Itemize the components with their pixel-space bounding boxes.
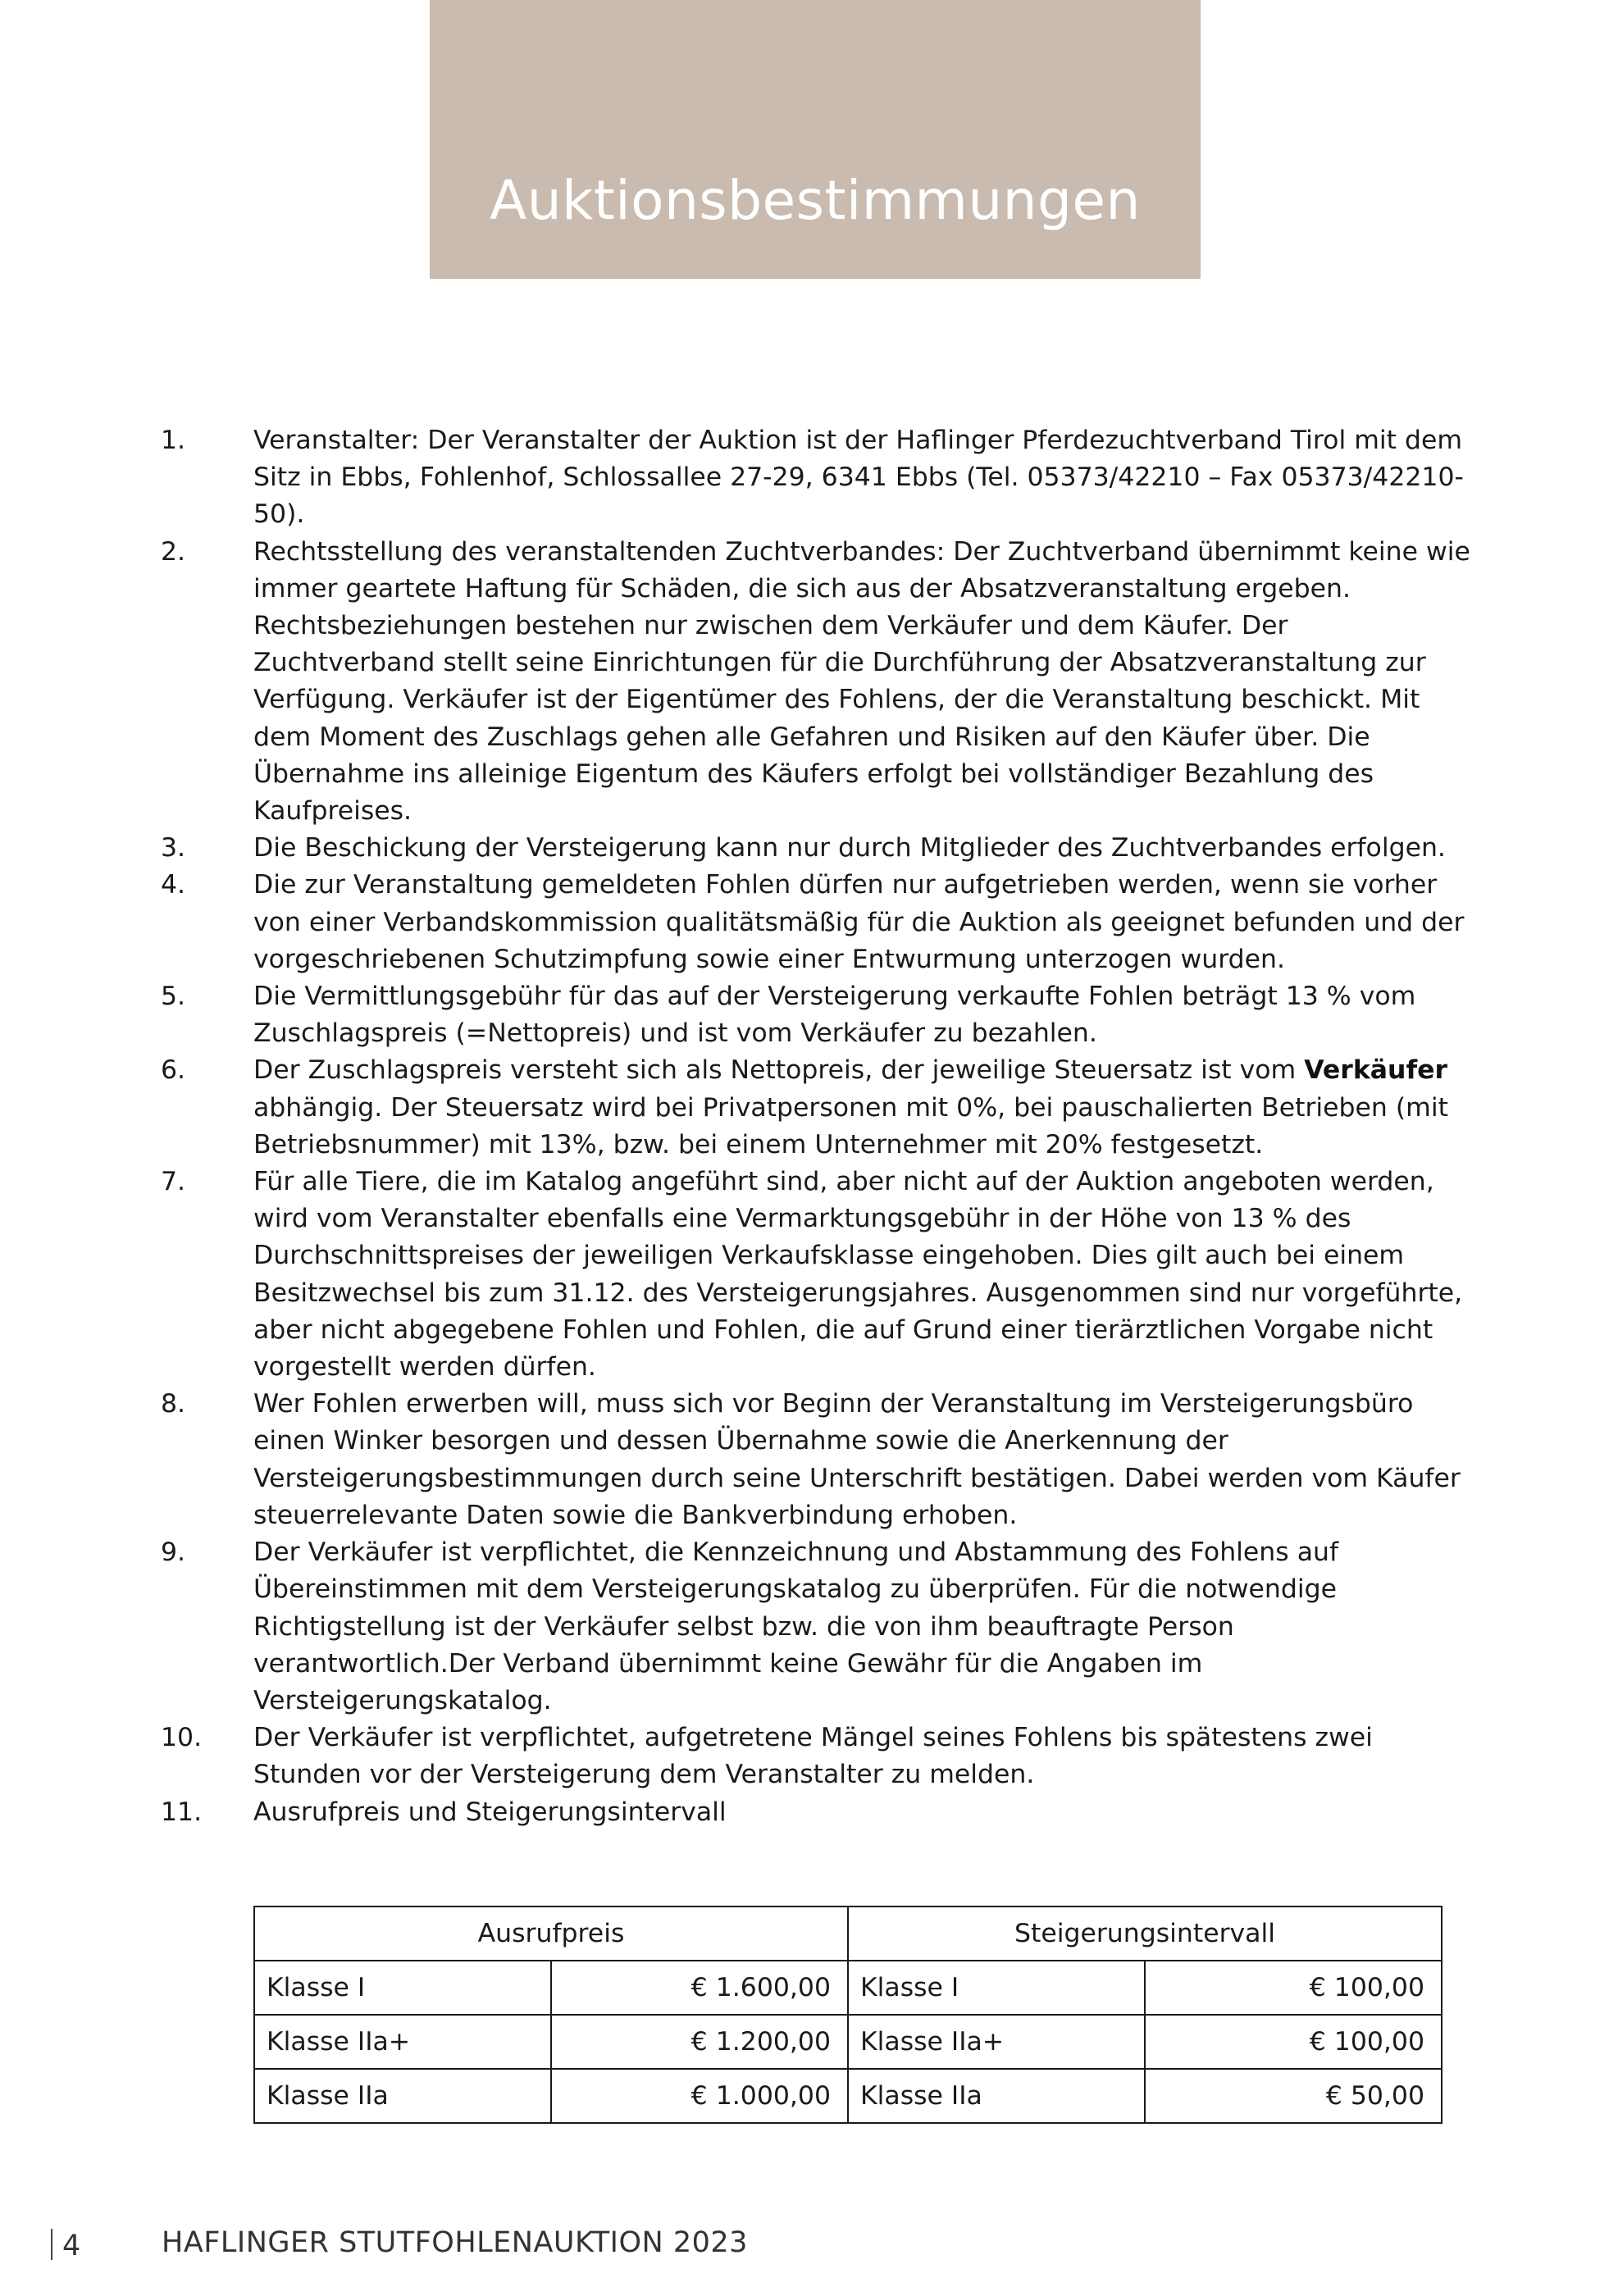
- class-cell: Klasse IIa+: [254, 2015, 551, 2069]
- rule-number: 5.: [161, 982, 186, 1012]
- rule-item: [161, 1720, 1473, 1793]
- price-table: [253, 1906, 1443, 2124]
- rule-text: Der Verkäufer ist verpflichtet, aufgetretene Mängel seines Fohlens bis spätestens zwei Stunden vor der Versteigerung dem Veranstalter zu melden.: [253, 1723, 1373, 1790]
- page-title: Auktionsbestimmungen: [490, 169, 1141, 232]
- rule-item: [161, 830, 1473, 867]
- class-cell: Klasse I: [254, 1961, 551, 2015]
- title-banner: [430, 0, 1201, 279]
- rule-item: [161, 1794, 1473, 1831]
- table-row: [254, 2015, 1442, 2069]
- column-header-steigerungsintervall: Steigerungsintervall: [848, 1906, 1442, 1961]
- price-cell: € 1.000,00: [551, 2069, 848, 2123]
- table-row: [254, 1961, 1442, 2015]
- rule-item: [161, 1386, 1473, 1534]
- footer-divider: [51, 2229, 52, 2260]
- rule-text: Veranstalter: Der Veranstalter der Auktion ist der Haflinger Pferdezuchtverband Tirol mit dem Sitz in Ebbs, Fohlenhof, Schlossallee 27-29, 6341 Ebbs (Tel. 05373/42210 – Fax 05373/42210-50).: [253, 426, 1464, 530]
- rule-item: [161, 534, 1473, 831]
- table-row: [254, 2069, 1442, 2123]
- rule-number: 8.: [161, 1389, 186, 1419]
- rule-text-part: abhängig. Der Steuersatz wird bei Privatpersonen mit 0%, bei pauschalierten Betrieben (mit Betriebsnummer) mit 13%, bzw. bei einem Unternehmer mit 20% festgesetzt.: [253, 1092, 1448, 1159]
- price-cell: € 1.600,00: [551, 1961, 848, 2015]
- rule-text: Für alle Tiere, die im Katalog angeführt sind, aber nicht auf der Auktion angeboten werden, wird vom Veranstalter ebenfalls eine Vermarktungsgebühr in der Höhe von 13 % des Durchschnittspreises der jeweiligen Verkaufsklasse eingehoben. Dies gilt auch bei einem Besitzwechsel bis zum 31.12. des Versteigerungsjahres. Ausgenommen sind nur vorgeführte, aber nicht abgegebene Fohlen und Fohlen, die auf Grund einer tierärztlichen Vorgabe nicht vorgestellt werden dürfen.: [253, 1167, 1463, 1383]
- rule-text: Rechtsstellung des veranstaltenden Zuchtverbandes: Der Zuchtverband übernimmt keine wie immer geartete Haftung für Schäden, die sich aus der Absatzveranstaltung ergeben. Rechtsbeziehungen bestehen nur zwischen dem Verkäufer und dem Käufer. Der Zuchtverband stellt seine Einrichtungen für die Durchführung der Absatzveranstaltung zur Verfügung. Verkäufer ist der Eigentümer des Fohlens, der die Veranstaltung beschickt. Mit dem Moment des Zuschlags gehen alle Gefahren und Risiken auf den Käufer über. Die Übernahme ins alleinige Eigentum des Käufers erfolgt bei vollständiger Bezahlung des Kaufpreises.: [253, 536, 1470, 827]
- rule-number: 3.: [161, 833, 186, 863]
- rule-text: [253, 1055, 1448, 1159]
- rule-text-bold: Verkäufer: [1304, 1055, 1448, 1086]
- class-cell: Klasse IIa: [254, 2069, 551, 2123]
- rule-number: 7.: [161, 1167, 186, 1197]
- class-cell: Klasse IIa: [848, 2069, 1145, 2123]
- rule-text: Ausrufpreis und Steigerungsintervall: [253, 1797, 727, 1827]
- rule-number: 11.: [161, 1797, 203, 1827]
- rule-number: 6.: [161, 1055, 186, 1086]
- rules-list: [161, 422, 1473, 1831]
- rule-text: Wer Fohlen erwerben will, muss sich vor Beginn der Veranstaltung im Versteigerungsbüro einen Winker besorgen und dessen Übernahme sowie die Anerkennung der Versteigerungsbestimmungen durch seine Unterschrift bestätigen. Dabei werden vom Käufer steuerrelevante Daten sowie die Bankverbindung erhoben.: [253, 1389, 1461, 1530]
- class-cell: Klasse IIa+: [848, 2015, 1145, 2069]
- rule-number: 4.: [161, 870, 186, 900]
- page-number: 4: [62, 2230, 81, 2262]
- rule-text: Die zur Veranstaltung gemeldeten Fohlen dürfen nur aufgetrieben werden, wenn sie vorher von einer Verbandskommission qualitätsmäßig für die Auktion als geeignet befunden und der vorgeschriebenen Schutzimpfung sowie einer Entwurmung unterzogen wurden.: [253, 870, 1465, 974]
- table-header-row: [254, 1906, 1442, 1961]
- class-cell: Klasse I: [848, 1961, 1145, 2015]
- interval-cell: € 50,00: [1145, 2069, 1442, 2123]
- rule-item: [161, 1052, 1473, 1164]
- rule-number: 2.: [161, 536, 186, 567]
- interval-cell: € 100,00: [1145, 1961, 1442, 2015]
- rule-item: [161, 1534, 1473, 1720]
- page-footer: [51, 2226, 748, 2262]
- rule-text-part: Der Zuschlagspreis versteht sich als Nettopreis, der jeweilige Steuersatz ist vom: [253, 1055, 1305, 1086]
- rule-number: 9.: [161, 1538, 186, 1568]
- price-cell: € 1.200,00: [551, 2015, 848, 2069]
- rule-text: Der Verkäufer ist verpflichtet, die Kennzeichnung und Abstammung des Fohlens auf Übereinstimmen mit dem Versteigerungskatalog zu überprüfen. Für die notwendige Richtigstellung ist der Verkäufer selbst bzw. die von ihm beauftragte Person verantwortlich.Der Verband übernimmt keine Gewähr für die Angaben im Versteigerungskatalog.: [253, 1538, 1339, 1715]
- rule-item: [161, 1164, 1473, 1386]
- rule-item: [161, 422, 1473, 534]
- rule-item: [161, 867, 1473, 978]
- interval-cell: € 100,00: [1145, 2015, 1442, 2069]
- publication-title: HAFLINGER STUTFOHLENAUKTION 2023: [162, 2226, 748, 2259]
- rule-number: 10.: [161, 1723, 203, 1753]
- rule-text: Die Beschickung der Versteigerung kann nur durch Mitglieder des Zuchtverbandes erfolgen.: [253, 833, 1446, 863]
- column-header-ausrufpreis: Ausrufpreis: [254, 1906, 848, 1961]
- rule-text: Die Vermittlungsgebühr für das auf der Versteigerung verkaufte Fohlen beträgt 13 % vom Zuschlagspreis (=Nettopreis) und ist vom Verkäufer zu bezahlen.: [253, 982, 1416, 1049]
- rule-item: [161, 978, 1473, 1052]
- rule-number: 1.: [161, 426, 186, 455]
